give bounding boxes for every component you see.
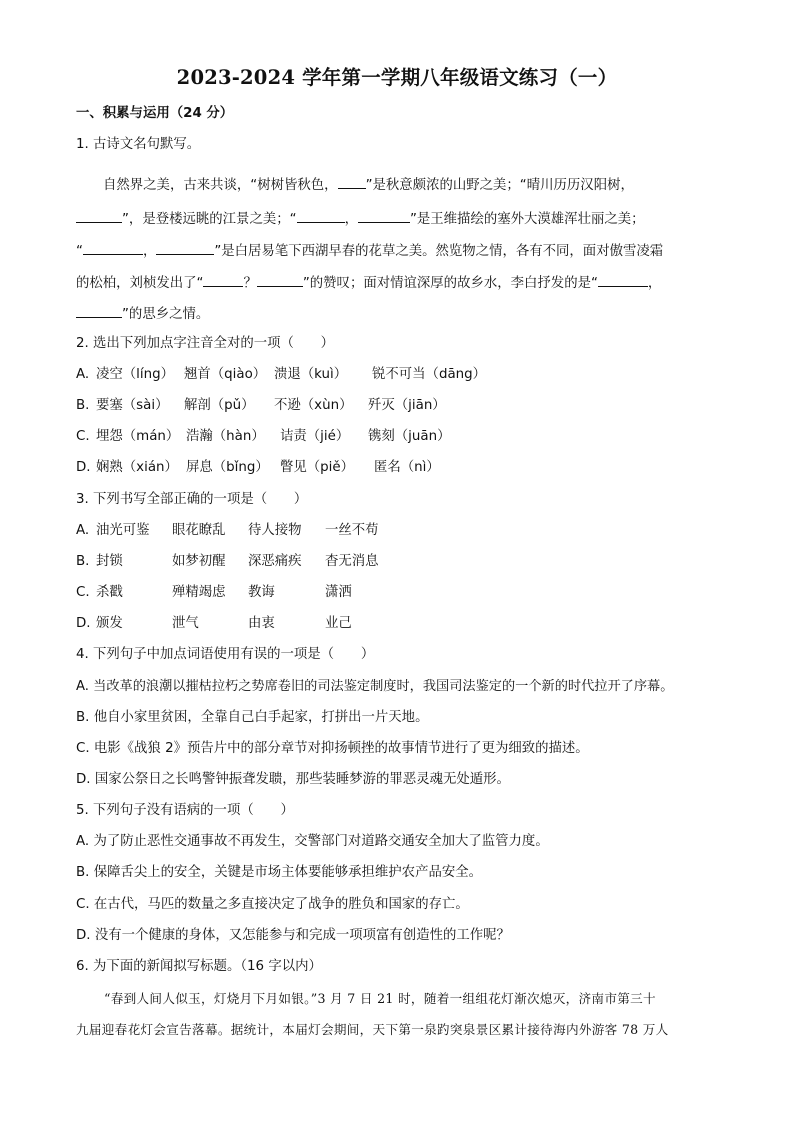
answer-blank[interactable] [598,273,648,287]
q5-option-c[interactable]: C. 在古代，马匹的数量之多直接决定了战争的胜负和国家的存亡。 [76,897,469,912]
q1-text: ”，是登楼远眺的江景之美；“ [122,212,297,227]
q1-text: ， [142,244,157,259]
q4-option-b[interactable]: B. 他自小家里贫困，全靠自己白手起家，打拼出一片天地。 [76,710,429,725]
q1-text: ， [647,276,662,291]
option-item: 镌刻（juān） [368,429,451,444]
option-item: 杳无消息 [325,554,379,569]
option-item: 要塞（sài） [96,398,169,413]
answer-blank[interactable] [358,209,410,223]
q1-text: ”是白居易笔下西湖早春的花草之美。然览物之情，各有不同，面对傲雪凌霜 [214,244,664,259]
q4-option-d[interactable]: D. 国家公祭日之长鸣警钟振聋发聩，那些装睡梦游的罪恶灵魂无处遁形。 [76,772,510,787]
q1-line-5 [76,304,209,324]
answer-blank[interactable] [257,273,303,287]
option-label: B. [76,554,90,569]
q1-line-1 [103,175,634,195]
option-item: 由衷 [248,616,275,631]
option-item: 杀戳 [96,585,123,600]
option-item: 颁发 [96,616,123,631]
option-item: 诘责（jié） [280,429,350,444]
answer-blank[interactable] [338,175,366,189]
option-label: A. [76,523,90,538]
option-item: 解剖（pǔ） [184,398,255,413]
option-label: C. [76,429,90,444]
section-heading: 一、积累与运用（24 分） [76,106,234,121]
q3-option-b[interactable] [76,553,776,571]
option-item: 瞥见（piě） [280,460,355,475]
option-item: 油光可鉴 [96,523,150,538]
option-item: 凌空（líng） [96,367,174,382]
option-item: 匿名（nì） [374,460,440,475]
q1-line-2 [76,209,645,229]
option-item: 翘首（qiào） [184,367,267,382]
answer-blank[interactable] [76,209,122,223]
q1-text: 自然界之美，古来共谈，“树树皆秋色， [103,178,338,193]
q1-text: ？ [243,276,257,291]
answer-blank[interactable] [297,209,345,223]
q2-option-c[interactable] [76,428,776,446]
q1-text: “ [76,244,83,259]
option-item: 殚精竭虑 [172,585,226,600]
q1-text: ”是王维描绘的塞外大漠雄浑壮丽之美； [409,212,645,227]
option-item: 泄气 [172,616,199,631]
option-item: 埋怨（mán） [96,429,180,444]
option-item: 歼灭（jiān） [368,398,446,413]
option-item: 封锁 [96,554,123,569]
q5-option-d[interactable]: D. 没有一个健康的身体，又怎能参与和完成一项项富有创造性的工作呢？ [76,928,510,943]
option-item: 教诲 [248,585,275,600]
option-item: 浩瀚（hàn） [186,429,265,444]
option-item: 潇洒 [325,585,352,600]
q2-option-d[interactable] [76,459,776,477]
q1-text: ， [344,212,358,227]
q5-option-b[interactable]: B. 保障舌尖上的安全，关键是市场主体要能够承担维护农产品安全。 [76,865,483,880]
option-item: 溃退（kuì） [274,367,348,382]
q6-news-line-1: “春到人间人似玉，灯烧月下月如银。”3 月 7 日 21 时，随着一组组花灯渐次熄灭，济南市第三十 [104,991,656,1006]
option-item: 不逊（xùn） [274,398,353,413]
option-item: 锐不可当（dāng） [372,367,487,382]
q4-option-a[interactable]: A. 当改革的浪潮以摧枯拉朽之势席卷旧的司法鉴定制度时，我国司法鉴定的一个新的时代拉开了序幕。 [76,679,674,694]
q3-option-a[interactable] [76,522,776,540]
q4-stem: 4. 下列句子中加点词语使用有误的一项是（ ） [76,647,375,662]
q5-stem: 5. 下列句子没有语病的一项（ ） [76,803,294,818]
answer-blank[interactable] [203,273,243,287]
q1-line-4 [76,273,661,293]
q3-stem: 3. 下列书写全部正确的一项是（ ） [76,492,308,507]
option-item: 眼花瞭乱 [172,523,226,538]
q5-option-a[interactable]: A. 为了防止恶性交通事故不再发生，交警部门对道路交通安全加大了监管力度。 [76,834,549,849]
q2-stem: 2. 选出下列加点字注音全对的一项（ ） [76,336,335,351]
option-label: D. [76,616,91,631]
q1-text: ”的赞叹；面对情谊深厚的故乡水，李白抒发的是“ [302,276,598,291]
q3-option-d[interactable] [76,615,776,633]
q2-option-a[interactable] [76,366,776,384]
q1-stem: 1. 古诗文名句默写。 [76,137,201,152]
q1-text: ”是秋意颇浓的山野之美；“晴川历历汉阳树， [365,178,634,193]
option-label: C. [76,585,90,600]
option-label: B. [76,398,90,413]
answer-blank[interactable] [76,304,122,318]
option-item: 如梦初醒 [172,554,226,569]
q4-option-c[interactable]: C. 电影《战狼 2》预告片中的部分章节对抑扬顿挫的故事情节进行了更为细致的描述。 [76,741,589,756]
option-item: 业己 [325,616,352,631]
q1-text: 的松柏，刘桢发出了“ [76,276,204,291]
q1-line-3 [76,241,663,261]
option-label: A. [76,367,90,382]
option-item: 娴熟（xián） [96,460,178,475]
answer-blank[interactable] [83,241,143,255]
answer-blank[interactable] [156,241,214,255]
q1-text: ”的思乡之情。 [122,307,210,322]
option-label: D. [76,460,91,475]
option-item: 屏息（bǐng） [186,460,269,475]
q2-option-b[interactable] [76,397,776,415]
q3-option-c[interactable] [76,584,776,602]
page-title: 2023-2024 学年第一学期八年级语文练习（一） [176,66,618,89]
option-item: 一丝不苟 [325,523,379,538]
option-item: 深恶痛疾 [248,554,302,569]
q6-news-line-2: 九届迎春花灯会宣告落幕。据统计，本届灯会期间，天下第一泉趵突泉景区累计接待海内外游客 78 万人 [76,1022,669,1037]
option-item: 待人接物 [248,523,302,538]
q6-stem: 6. 为下面的新闻拟写标题。（16 字以内） [76,959,322,974]
